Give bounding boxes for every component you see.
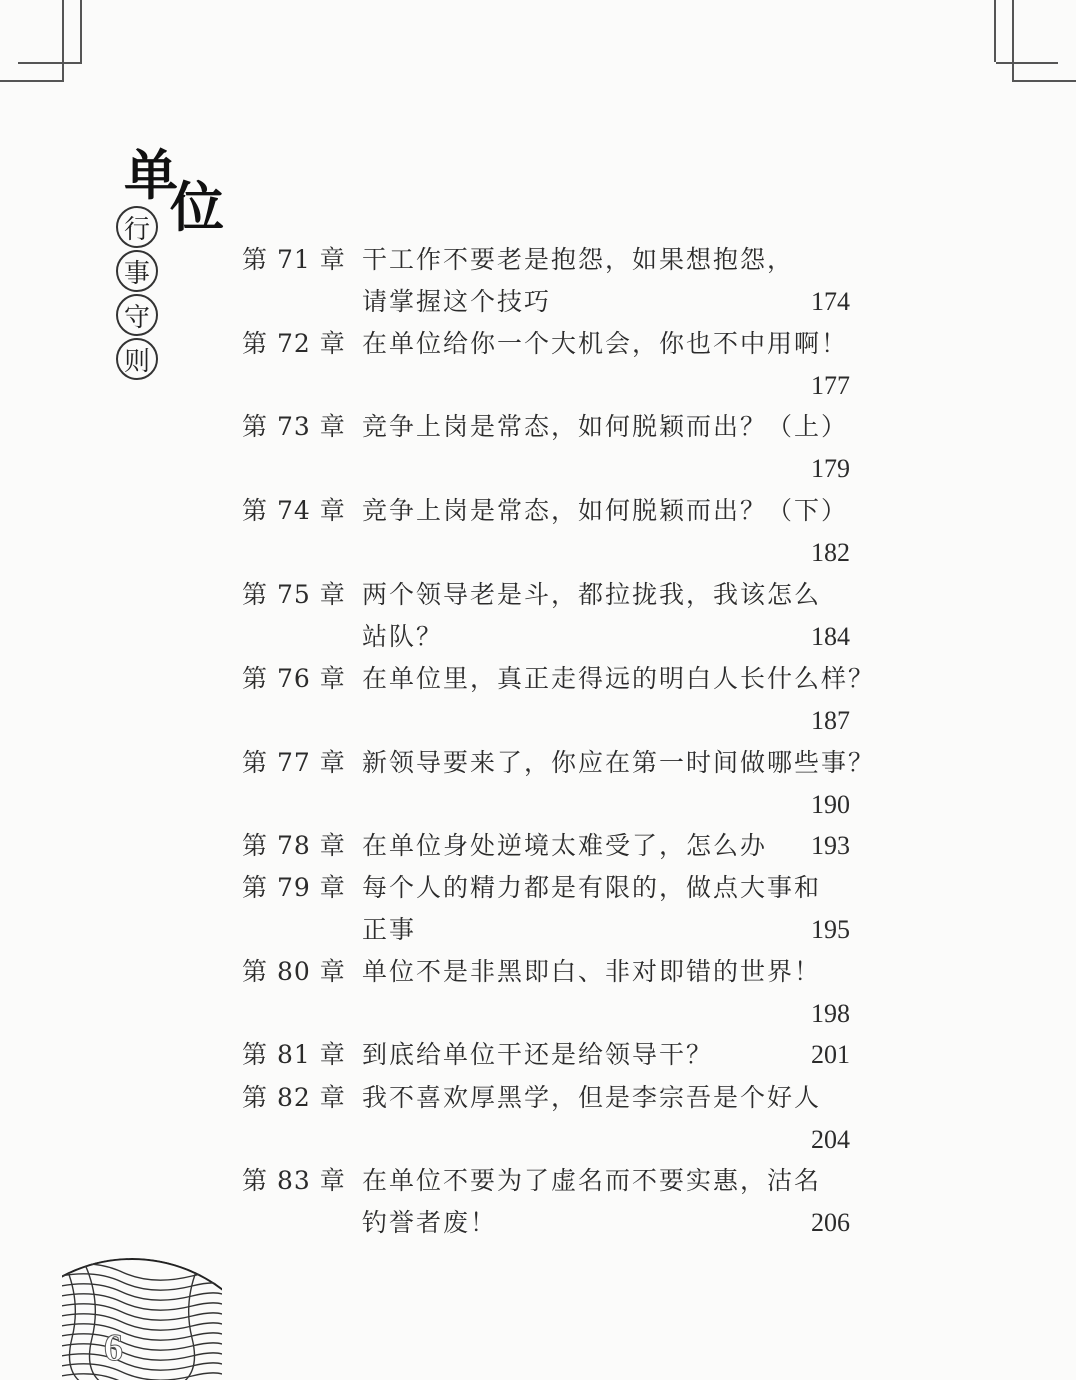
toc-chapter-title: 竞争上岗是常态，如何脱颖而出？（上） bbox=[362, 412, 849, 441]
toc-chapter-title: 在单位给你一个大机会，你也不中用啊！ bbox=[362, 329, 849, 358]
toc-chapter-title: 到底给单位干还是给领导干？ bbox=[362, 1040, 714, 1069]
toc-chapter-title: 正事 bbox=[362, 915, 417, 944]
toc-chapter-title: 钓誉者废！ bbox=[362, 1208, 498, 1237]
toc-page-number: 179 bbox=[811, 454, 850, 483]
toc-chapter-number: 第 77 章 bbox=[242, 748, 346, 777]
crop-mark-tl-v2 bbox=[80, 0, 82, 62]
toc-chapter-number: 第 78 章 bbox=[242, 831, 346, 860]
toc-chapter-number: 第 79 章 bbox=[242, 873, 346, 902]
toc-chapter-number: 第 74 章 bbox=[242, 496, 346, 525]
toc-chapter-title: 单位不是非黑即白、非对即错的世界！ bbox=[362, 957, 822, 986]
toc-chapter-number: 第 81 章 bbox=[242, 1040, 346, 1069]
title-char-1: 单 bbox=[124, 143, 178, 207]
toc-chapter-number: 第 82 章 bbox=[242, 1083, 346, 1112]
toc-chapter-title: 每个人的精力都是有限的，做点大事和 bbox=[362, 873, 822, 902]
toc-chapter-number: 第 83 章 bbox=[242, 1166, 346, 1195]
toc-page-number: 195 bbox=[811, 915, 850, 944]
title-circled-char: 事 bbox=[116, 250, 158, 292]
toc-page-number: 193 bbox=[811, 831, 850, 860]
toc-chapter-title: 站队？ bbox=[362, 622, 444, 651]
toc-page-number: 206 bbox=[811, 1208, 850, 1237]
toc-chapter-number: 第 71 章 bbox=[242, 245, 346, 274]
toc-chapter-title: 请掌握这个技巧 bbox=[362, 287, 552, 316]
toc-chapter-title: 在单位里，真正走得远的明白人长什么样？ bbox=[362, 664, 876, 693]
title-circled-char: 守 bbox=[116, 294, 158, 336]
toc-chapter-title: 干工作不要老是抱怨，如果想抱怨， bbox=[362, 245, 795, 274]
crop-mark-tr-v bbox=[994, 0, 996, 62]
toc-chapter-title: 在单位身处逆境太难受了，怎么办 bbox=[362, 831, 768, 860]
toc-page-number: 182 bbox=[811, 538, 850, 567]
toc-page-number: 204 bbox=[811, 1125, 850, 1154]
crop-mark-tr-h2 bbox=[1012, 80, 1076, 82]
crop-mark-tl-h2 bbox=[18, 62, 82, 64]
toc-chapter-number: 第 72 章 bbox=[242, 329, 346, 358]
toc-chapter-title: 新领导要来了，你应在第一时间做哪些事？ bbox=[362, 748, 876, 777]
crop-mark-tl-v bbox=[62, 0, 64, 80]
title-circled-char: 则 bbox=[116, 338, 158, 380]
toc-chapter-title: 竞争上岗是常态，如何脱颖而出？（下） bbox=[362, 496, 849, 525]
decorative-wave-circle bbox=[62, 1258, 222, 1380]
toc-page-number: 190 bbox=[811, 790, 850, 819]
crop-mark-tl-h bbox=[0, 80, 64, 82]
toc-page-number: 174 bbox=[811, 287, 850, 316]
toc-chapter-title: 在单位不要为了虚名而不要实惠，沽名 bbox=[362, 1166, 822, 1195]
toc-page-number: 177 bbox=[811, 371, 850, 400]
toc-chapter-number: 第 76 章 bbox=[242, 664, 346, 693]
toc-chapter-number: 第 73 章 bbox=[242, 412, 346, 441]
toc-page-number: 201 bbox=[811, 1040, 850, 1069]
title-circled-char: 行 bbox=[116, 206, 158, 248]
toc-chapter-number: 第 80 章 bbox=[242, 957, 346, 986]
toc-chapter-title: 两个领导老是斗，都拉拢我，我该怎么 bbox=[362, 580, 822, 609]
crop-mark-tr-v2 bbox=[1012, 0, 1014, 80]
toc-chapter-title: 我不喜欢厚黑学，但是李宗吾是个好人 bbox=[362, 1083, 822, 1112]
crop-mark-tr-h bbox=[996, 62, 1058, 64]
page-number: 6 bbox=[104, 1327, 123, 1369]
toc-page-number: 187 bbox=[811, 706, 850, 735]
title-char-2: 位 bbox=[170, 175, 224, 239]
toc-chapter-number: 第 75 章 bbox=[242, 580, 346, 609]
toc-page-number: 198 bbox=[811, 999, 850, 1028]
toc-page-number: 184 bbox=[811, 622, 850, 651]
